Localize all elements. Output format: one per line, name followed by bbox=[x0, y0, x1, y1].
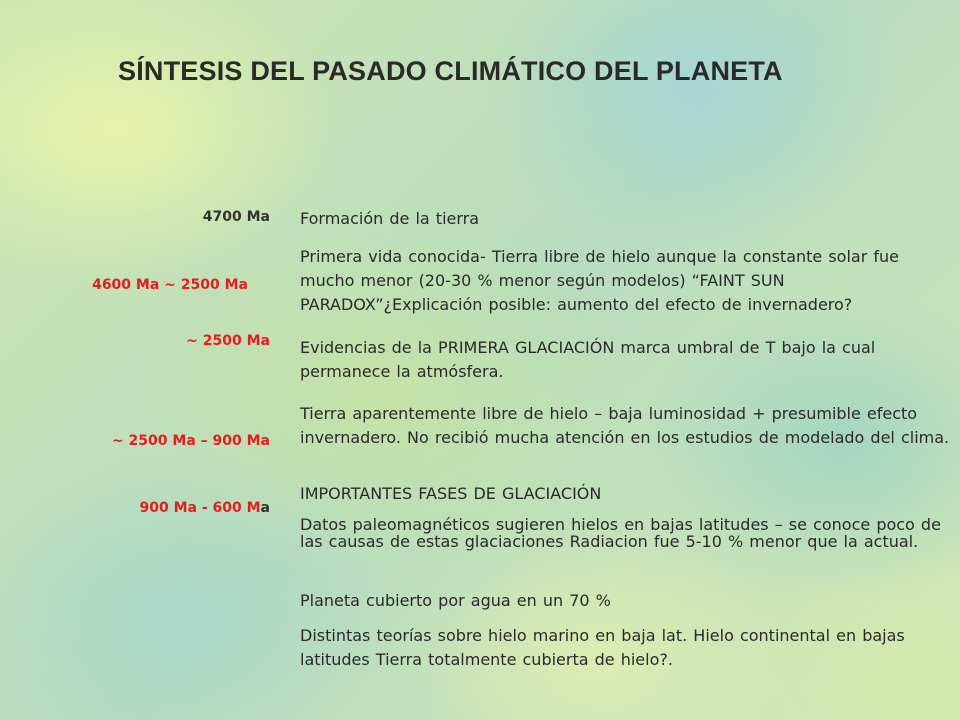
date-4600-2500: 4600 Ma ~ 2500 Ma bbox=[92, 277, 248, 293]
entry-teorias-hielo: Distintas teorías sobre hielo marino en baja lat. Hielo continental en bajas latitudes Tierra totalmente cubierta de hielo?. bbox=[300, 626, 905, 669]
entry-primera-vida: Primera vida conocida- Tierra libre de hielo aunque la constante solar fue mucho menor (20-30 % menor según modelos) “FAINT SUN PARADOX”¿Explicación posible: aumento del efecto de invernadero? bbox=[300, 247, 899, 314]
entry-fases-glaciacion: IMPORTANTES FASES DE GLACIACIÓN bbox=[300, 484, 602, 503]
date-2500: ~ 2500 Ma bbox=[186, 333, 270, 349]
entry-datos-paleomagneticos: Datos paleomagnéticos sugieren hielos en bajas latitudes – se conoce poco de las causas de estas glaciaciones Radiacion fue 5-10 % menor que la actual. bbox=[300, 515, 941, 551]
entry-formacion: Formación de la tierra bbox=[300, 209, 480, 228]
entry-tierra-libre: Tierra aparentemente libre de hielo – baja luminosidad + presumible efecto invernadero. No recibió mucha atención en los estudios de modelado del clima. bbox=[300, 404, 950, 447]
page-title: SÍNTESIS DEL PASADO CLIMÁTICO DEL PLANETA bbox=[118, 56, 783, 86]
date-4700: 4700 Ma bbox=[202, 209, 270, 225]
date-2500-900: ~ 2500 Ma – 900 Ma bbox=[111, 433, 270, 449]
date-900-600-suffix: a bbox=[260, 500, 270, 516]
date-900-600 bbox=[139, 499, 270, 517]
entry-primera-glaciacion: Evidencias de la PRIMERA GLACIACIÓN marca umbral de T bajo la cual permanece la atmósfera. bbox=[300, 338, 876, 381]
entry-planeta-agua: Planeta cubierto por agua en un 70 % bbox=[300, 591, 611, 610]
date-900-600-main: 900 Ma - 600 M bbox=[139, 500, 261, 516]
